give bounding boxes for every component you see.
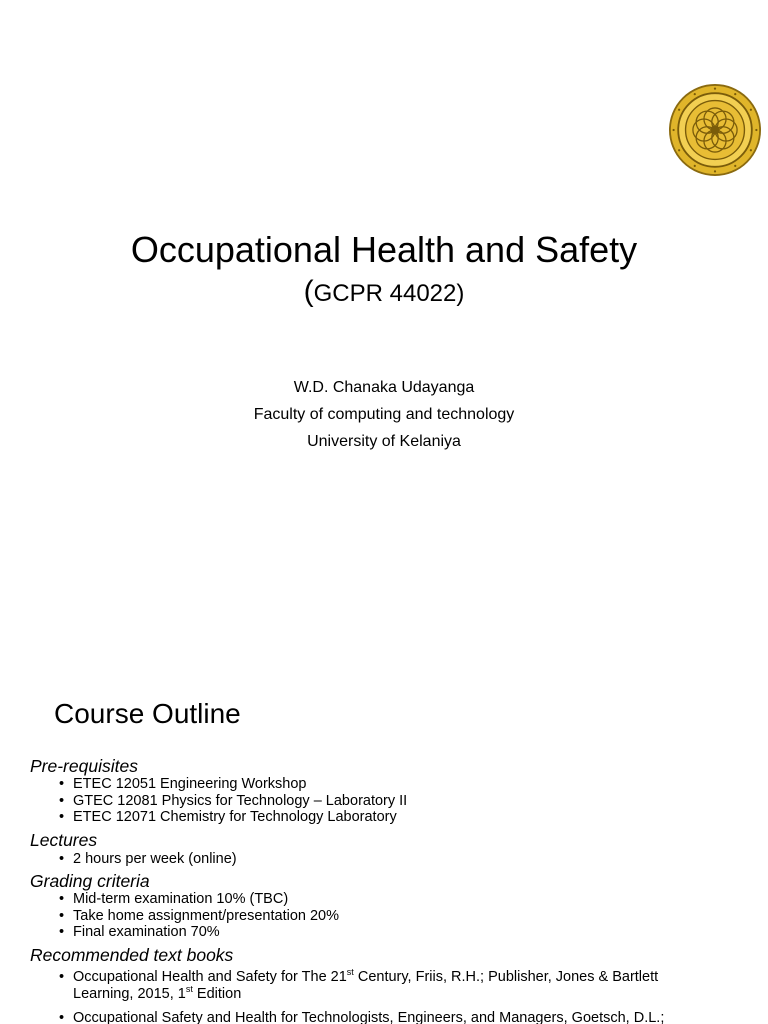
course-outline-slide <box>0 660 768 1024</box>
course-code <box>0 274 768 312</box>
list-item: • 2 hours per week (online) <box>59 851 237 867</box>
list-item: • Take home assignment/presentation 20% <box>59 908 339 924</box>
university-seal-icon <box>669 84 761 176</box>
faculty-name: Faculty of computing and technology <box>253 406 515 423</box>
books-heading: Recommended text books <box>30 945 234 965</box>
presentation-title: Occupational Health and Safety <box>130 229 638 270</box>
list-item: • GTEC 12081 Physics for Technology – Laboratory II <box>59 793 408 809</box>
grading-heading: Grading criteria <box>30 871 150 891</box>
list-item: • Final examination 70% <box>59 924 220 940</box>
author-name: W.D. Chanaka Udayanga <box>293 379 475 396</box>
list-item: • Occupational Health and Safety for The 21st Century, Friis, R.H.; Publisher, Jones & Bartlett Learning, 2015, 1st Edition <box>59 967 659 1002</box>
prereq-heading: Pre-requisites <box>30 756 138 776</box>
list-item: • ETEC 12071 Chemistry for Technology Laboratory <box>59 809 397 825</box>
course-code-close-paren: ) <box>456 280 465 307</box>
lectures-heading: Lectures <box>30 830 98 850</box>
list-item: • Mid-term examination 10% (TBC) <box>59 891 289 907</box>
list-item: • ETEC 12051 Engineering Workshop <box>59 776 307 792</box>
outline-title: Course Outline <box>54 698 241 729</box>
list-item: • Occupational Safety and Health for Technologists, Engineers, and Managers, Goetsch, D.L.; <box>59 1010 665 1024</box>
course-code-open-paren: ( <box>303 275 314 308</box>
course-code-text: GCPR 44022 <box>313 280 457 307</box>
university-name: University of Kelaniya <box>307 433 461 450</box>
